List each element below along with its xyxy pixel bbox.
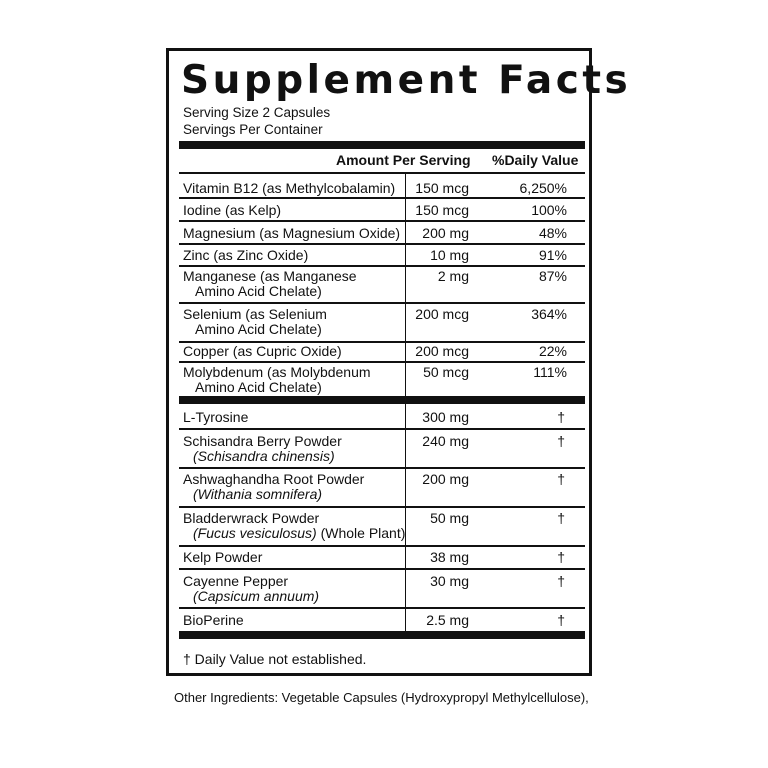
supplement-facts-panel (166, 48, 632, 676)
row-divider (179, 197, 585, 199)
nutrient-amount: 150 mcg (415, 180, 469, 196)
row-divider (179, 568, 585, 570)
ingredient-amount: 2.5 mg (426, 612, 469, 628)
ingredient-name (183, 574, 319, 604)
column-separator (405, 404, 406, 631)
ingredient-name: Kelp Powder (183, 549, 263, 565)
nutrient-amount: 200 mg (422, 225, 469, 241)
nutrient-name (183, 307, 327, 337)
ingredient-dagger: † (557, 409, 565, 425)
header-rule (179, 172, 585, 174)
nutrient-name (183, 365, 371, 395)
nutrient-name-line2: Amino Acid Chelate) (195, 379, 322, 395)
nutrient-amount: 10 mg (430, 247, 469, 263)
nutrient-amount: 2 mg (437, 268, 469, 284)
nutrient-name: Iodine (as Kelp) (183, 202, 282, 218)
nutrient-daily-value: 87% (538, 268, 567, 284)
nutrient-daily-value: 100% (531, 202, 567, 218)
ingredient-dagger: † (557, 510, 565, 526)
nutrient-name: Zinc (as Zinc Oxide) (183, 247, 309, 263)
ingredient-name-line1: Ashwaghandha Root Powder (183, 471, 365, 487)
nutrient-name-line1: Selenium (as Selenium (183, 306, 327, 322)
nutrient-name-line2: Amino Acid Chelate) (195, 321, 322, 337)
ingredient-name (183, 472, 364, 502)
ingredient-dagger: † (557, 612, 565, 628)
nutrient-daily-value: 6,250% (519, 180, 567, 196)
ingredient-name-line1: Schisandra Berry Powder (183, 433, 342, 449)
row-divider (179, 361, 585, 363)
row-divider (179, 265, 585, 267)
ingredient-latin-name: (Capsicum annuum) (193, 588, 320, 604)
row-divider (179, 545, 585, 547)
ingredient-dagger: † (557, 471, 565, 487)
nutrient-daily-value: 364% (531, 306, 567, 322)
nutrient-daily-value: 111% (533, 364, 567, 380)
thick-divider-bottom (179, 631, 585, 639)
row-divider (179, 243, 585, 245)
nutrient-amount: 50 mcg (423, 364, 469, 380)
ingredient-amount: 200 mg (422, 471, 469, 487)
thick-divider-top (179, 141, 585, 149)
row-divider (179, 302, 585, 304)
row-divider (179, 428, 585, 430)
nutrient-name-line1: Manganese (as Manganese (183, 268, 357, 284)
ingredient-name-line1: Bladderwrack Powder (183, 510, 320, 526)
ingredient-name (183, 434, 342, 464)
ingredient-amount: 300 mg (422, 409, 469, 425)
nutrient-name: Magnesium (as Magnesium Oxide) (183, 225, 401, 241)
ingredient-latin-line (183, 526, 405, 541)
row-divider (179, 607, 585, 609)
nutrient-name: Copper (as Cupric Oxide) (183, 343, 342, 359)
other-ingredients: Other Ingredients: Vegetable Capsules (Hydroxypropyl Methylcellulose), (174, 690, 589, 705)
ingredient-latin-name: (Fucus vesiculosus) (193, 525, 317, 541)
nutrient-amount: 200 mcg (415, 343, 469, 359)
nutrient-name-line1: Molybdenum (as Molybdenum (183, 364, 371, 380)
nutrient-daily-value: 48% (538, 225, 567, 241)
nutrient-daily-value: 91% (538, 247, 567, 263)
ingredient-latin-name: (Withania somnifera) (193, 486, 323, 502)
ingredient-name: BioPerine (183, 612, 244, 628)
nutrient-amount: 150 mcg (415, 202, 469, 218)
row-divider (179, 506, 585, 508)
nutrient-name-line2: Amino Acid Chelate) (195, 283, 322, 299)
footnote: † Daily Value not established. (183, 651, 367, 667)
ingredient-amount: 38 mg (430, 549, 469, 565)
daily-value-header: %Daily Value (492, 152, 579, 168)
ingredient-amount: 240 mg (422, 433, 469, 449)
column-separator (405, 174, 406, 396)
thick-divider-middle (179, 396, 585, 404)
nutrient-amount: 200 mcg (415, 306, 469, 322)
ingredient-name: L-Tyrosine (183, 409, 249, 425)
ingredient-dagger: † (557, 433, 565, 449)
nutrient-daily-value: 22% (538, 343, 567, 359)
ingredient-latin-name: (Schisandra chinensis) (193, 448, 335, 464)
ingredient-latin-suffix: (Whole Plant) (316, 525, 406, 541)
ingredient-dagger: † (557, 573, 565, 589)
servings-per-container: Servings Per Container (183, 122, 323, 137)
ingredient-name-line1: Cayenne Pepper (183, 573, 289, 589)
serving-size: Serving Size 2 Capsules (183, 105, 331, 120)
ingredient-name (183, 511, 405, 541)
amount-per-serving-header: Amount Per Serving (336, 152, 471, 168)
ingredient-dagger: † (557, 549, 565, 565)
ingredient-amount: 30 mg (430, 573, 469, 589)
nutrient-name (183, 269, 357, 299)
row-divider (179, 220, 585, 222)
nutrient-name: Vitamin B12 (as Methylcobalamin) (183, 180, 396, 196)
ingredient-amount: 50 mg (430, 510, 469, 526)
row-divider (179, 467, 585, 469)
panel-title: Supplement Facts (181, 58, 632, 103)
